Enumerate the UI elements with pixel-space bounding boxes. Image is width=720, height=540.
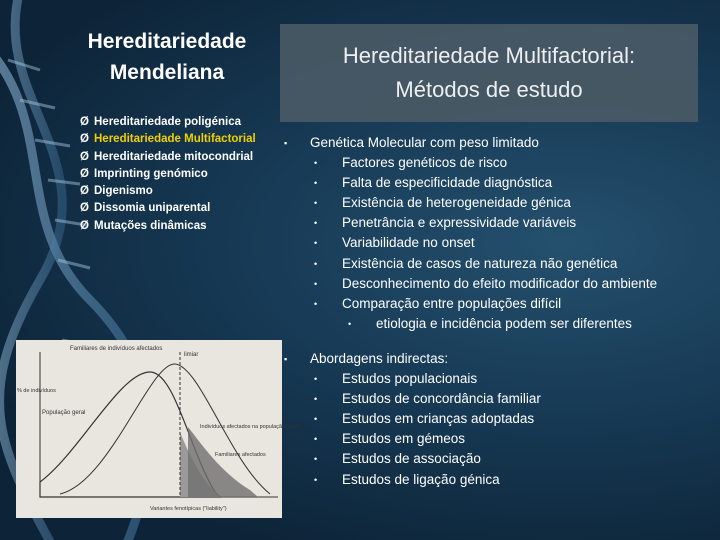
bullet-icon: • xyxy=(314,178,318,189)
left-list-item-text: Hereditariedade poligénica xyxy=(94,116,241,128)
arrow-bullet-icon: Ø xyxy=(80,167,89,180)
arrow-bullet-icon: Ø xyxy=(80,219,89,232)
slide-title-line1: Hereditariedade Multifactorial: xyxy=(342,43,636,68)
section1-heading-row xyxy=(284,133,714,153)
list-item-text: Estudos de associação xyxy=(342,451,481,467)
list-item xyxy=(284,274,714,294)
bullet-icon: • xyxy=(314,434,318,445)
sub-list-item xyxy=(284,314,714,334)
bullet-icon: ▪ xyxy=(284,138,288,148)
list-item xyxy=(284,193,714,213)
list-item xyxy=(284,409,714,429)
section2-heading: Abordagens indirectas: xyxy=(310,350,449,366)
arrow-bullet-icon: Ø xyxy=(80,116,89,128)
bullet-icon: • xyxy=(314,374,318,385)
label-relatives: Familiares de indivíduos afectados xyxy=(70,346,163,352)
left-title-line2: Mendeliana xyxy=(109,61,225,84)
left-list-item-highlighted xyxy=(80,131,256,148)
left-list-item-text: Digenismo xyxy=(94,185,153,198)
left-list-item-text: Dissomia uniparental xyxy=(94,202,211,215)
list-item xyxy=(284,233,714,253)
bullet-icon: • xyxy=(314,394,318,405)
left-list-item xyxy=(80,183,256,200)
list-item xyxy=(284,470,714,490)
slide-title-line2: Métodos de estudo xyxy=(395,77,583,102)
label-population: População geral xyxy=(42,410,86,416)
bullet-icon: • xyxy=(348,318,352,329)
left-title xyxy=(62,26,272,88)
list-item xyxy=(284,369,714,389)
list-item-text: Estudos em crianças adoptadas xyxy=(342,411,535,427)
bullet-icon: • xyxy=(314,454,318,465)
left-topic-list xyxy=(80,114,256,235)
left-title-line1: Hereditariedade xyxy=(87,30,247,53)
content-area xyxy=(284,133,714,490)
list-item-text: Comparação entre populações difícil xyxy=(342,295,562,311)
label-affected-population: Indivíduos afectados na população geral xyxy=(200,424,299,430)
list-item-text: Factores genéticos de risco xyxy=(342,155,508,171)
list-item-text: Existência de heterogeneidade génica xyxy=(342,195,571,211)
list-item xyxy=(284,213,714,233)
bullet-icon: • xyxy=(314,218,318,229)
bullet-icon: • xyxy=(314,198,318,209)
left-list-item xyxy=(80,200,256,217)
slide-title-box xyxy=(280,24,698,122)
list-item-text: Estudos populacionais xyxy=(342,371,478,387)
bullet-icon: • xyxy=(314,278,318,289)
bullet-icon: • xyxy=(314,414,318,425)
list-item xyxy=(284,429,714,449)
bullet-icon: • xyxy=(314,238,318,249)
label-affected-relatives: Familiares afectados xyxy=(215,452,266,458)
bullet-icon: • xyxy=(314,474,318,485)
list-item-text: Desconhecimento do efeito modificador do ambiente xyxy=(342,275,658,291)
label-y-axis: % de indivíduos xyxy=(17,388,56,394)
list-item xyxy=(284,173,714,193)
left-list-item xyxy=(80,218,256,235)
section2-heading-row xyxy=(284,349,714,369)
left-list-item xyxy=(80,114,256,131)
label-x-axis: Variantes fenotípicas ("liability") xyxy=(150,506,227,512)
list-item-text: Estudos de ligação génica xyxy=(342,471,500,487)
list-item-text: Estudos de concordância familiar xyxy=(342,391,541,407)
list-item xyxy=(284,153,714,173)
bullet-icon: • xyxy=(314,298,318,309)
arrow-bullet-icon: Ø xyxy=(80,133,89,146)
list-item xyxy=(284,254,714,274)
section1-heading: Genética Molecular com peso limitado xyxy=(310,135,539,150)
left-list-item xyxy=(80,149,256,166)
bullet-icon: • xyxy=(314,258,318,269)
arrow-bullet-icon: Ø xyxy=(80,185,89,198)
list-item-text: Falta de especificidade diagnóstica xyxy=(342,175,553,191)
list-item xyxy=(284,449,714,469)
list-item-text: Penetrância e expressividade variáveis xyxy=(342,215,577,231)
left-list-item xyxy=(80,166,256,183)
list-item-text: Existência de casos de natureza não genética xyxy=(342,255,618,271)
left-list-item-text: Hereditariedade Multifactorial xyxy=(94,133,256,146)
left-list-item-text: Mutações dinâmicas xyxy=(94,219,207,232)
left-list-item-text: Imprinting genómico xyxy=(94,167,208,180)
label-threshold: limiar xyxy=(184,352,199,358)
list-item-text: Estudos em gémeos xyxy=(342,431,466,447)
liability-distribution-figure xyxy=(0,332,299,522)
sub-list-item-text: etiologia e incidência podem ser diferentes xyxy=(376,315,632,331)
arrow-bullet-icon: Ø xyxy=(80,202,89,215)
list-item xyxy=(284,389,714,409)
bullet-icon: ▪ xyxy=(284,353,288,364)
bullet-icon: • xyxy=(314,158,318,169)
left-list-item-text: Hereditariedade mitocondrial xyxy=(94,150,254,163)
list-item xyxy=(284,294,714,314)
list-item-text: Variabilidade no onset xyxy=(342,235,475,251)
arrow-bullet-icon: Ø xyxy=(80,150,89,163)
